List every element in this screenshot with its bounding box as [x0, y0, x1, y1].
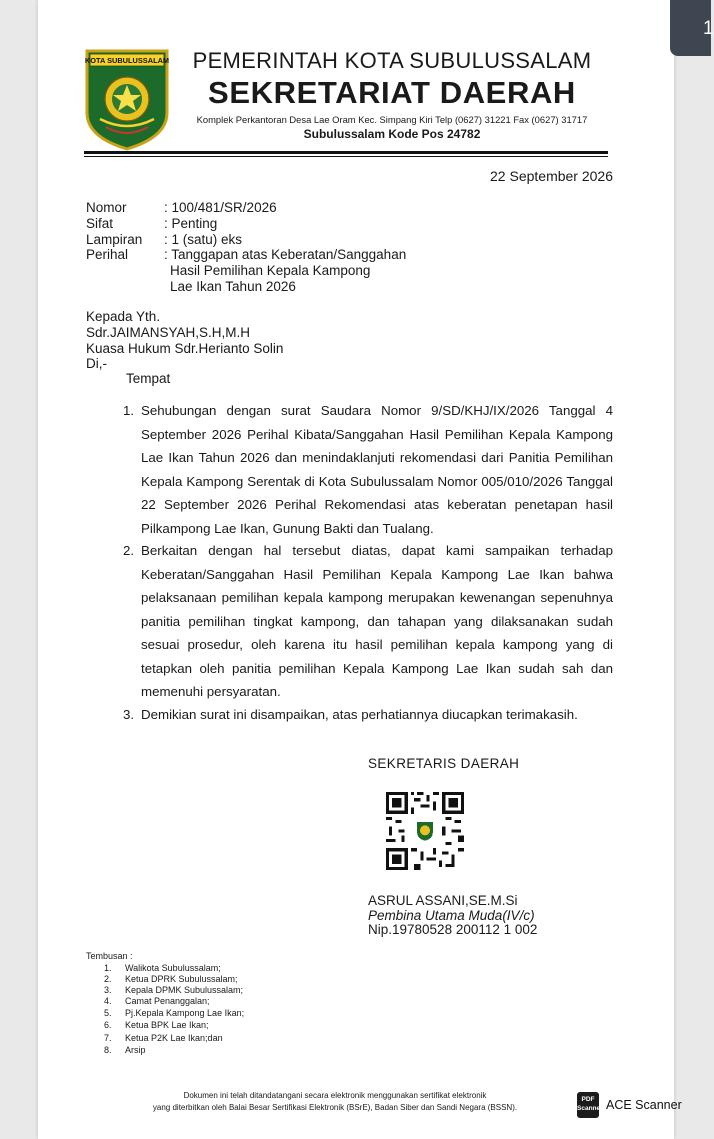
- paragraph-text: Berkaitan dengan hal tersebut diatas, dapat kami sampaikan terhadap Keberatan/Sanggahan Hasil Pemilihan Kepala Kampong Lae Ikan bahwa pelaksanaan pemilihan kepala kampong merupakan kewenangan sepenuhnya panitia pemilihan tingkat kampong, dan tahapan yang dilaksanakan sudah sesuai prosedur, oleh karena itu hasil pemilihan kepala kampong yang di tetapkan oleh panitia pemilihan Kepala Kampong Lae Ikan sudah sah dan memenuhi persyaratan.: [141, 543, 613, 699]
- page-indicator-tab[interactable]: [670, 0, 714, 56]
- scanner-watermark: ACE Scanner: [606, 1098, 682, 1112]
- body-paragraph: [123, 703, 613, 727]
- paragraph-number: 3.: [123, 707, 135, 722]
- meta-label: Perihal: [86, 247, 129, 262]
- letterhead-rule-thin: [84, 156, 608, 157]
- meta-value: : Penting: [164, 216, 218, 231]
- city-emblem-logo: [84, 49, 170, 151]
- meta-value: : 100/481/SR/2026: [164, 200, 277, 215]
- cc-heading: Tembusan :: [86, 951, 133, 961]
- e-signature-notice: yang diterbitkan oleh Balai Besar Sertifikasi Elektronik (BSrE), Badan Siber dan Sandi Negara (BSSN).: [152, 1103, 518, 1112]
- paragraph-number: 1.: [123, 403, 135, 418]
- cc-text: Ketua P2K Lae Ikan;dan: [125, 1033, 223, 1043]
- cc-number: 8.: [104, 1045, 112, 1055]
- signatory-name: ASRUL ASSANI,SE.M.Si: [368, 893, 518, 908]
- cc-number: 2.: [104, 974, 112, 984]
- letterhead-rule-thick: [84, 151, 608, 154]
- body-paragraph: [123, 399, 613, 540]
- meta-label: Nomor: [86, 200, 127, 215]
- meta-label: Lampiran: [86, 232, 143, 247]
- logo-text: KOTA SUBULUSSALAM: [84, 56, 170, 65]
- cc-text: Pj.Kepala Kampong Lae Ikan;: [125, 1008, 245, 1018]
- paragraph-text: Demikian surat ini disampaikan, atas perhatiannya diucapkan terimakasih.: [141, 707, 578, 722]
- meta-value: : 1 (satu) eks: [164, 232, 243, 247]
- recipient-place: Tempat: [126, 371, 171, 386]
- recipient-line: Di,-: [86, 356, 107, 371]
- signatory-title: SEKRETARIS DAERAH: [368, 756, 520, 771]
- cc-text: Kepala DPMK Subulussalam;: [125, 985, 244, 995]
- cc-text: Camat Penanggalan;: [125, 996, 210, 1006]
- paragraph-number: 2.: [123, 543, 135, 558]
- body-paragraph: [123, 539, 613, 704]
- recipient-line: Sdr.JAIMANSYAH,S.H,M.H: [86, 325, 251, 340]
- office-address: Komplek Perkantoran Desa Lae Oram Kec. Simpang Kiri Telp (0627) 31221 Fax (0627) 31717: [196, 114, 588, 125]
- letter-date: 22 September 2026: [490, 168, 613, 184]
- paragraph-text: Sehubungan dengan surat Saudara Nomor 9/SD/KHJ/IX/2026 Tanggal 4 September 2026 Perihal Kibata/Sanggahan Hasil Pemilihan Kepala Kampong Lae Ikan Tahun 2026 dan menindaklanjuti rekomendasi dari Panitia Pemilihan Kepala Kampong Serentak di Kota Subulussalam Nomor 005/010/2026 Tanggal 22 September 2026 Perihal Rekomendasi atas keberatan penetapan hasil Pilkampong Lae Ikan, Gunung Bakti dan Tualang.: [141, 403, 613, 536]
- government-name: PEMERINTAH KOTA SUBULUSSALAM: [192, 48, 592, 73]
- cc-text: Ketua BPK Lae Ikan;: [125, 1020, 209, 1030]
- cc-number: 5.: [104, 1008, 112, 1018]
- cc-number: 7.: [104, 1033, 112, 1043]
- cc-text: Ketua DPRK Subulussalam;: [125, 974, 238, 984]
- cc-number: 1.: [104, 963, 112, 973]
- meta-value: Lae Ikan Tahun 2026: [170, 279, 296, 294]
- meta-label: Sifat: [86, 216, 114, 231]
- cc-number: 6.: [104, 1020, 112, 1030]
- office-name: SEKRETARIAT DAERAH: [208, 75, 576, 110]
- meta-value: Hasil Pemilihan Kepala Kampong: [170, 263, 371, 278]
- pdf-scanner-icon: PDF Scanner: [577, 1092, 599, 1118]
- cc-number: 4.: [104, 996, 112, 1006]
- recipient-line: Kepada Yth.: [86, 309, 161, 324]
- signatory-nip: Nip.19780528 200112 1 002: [368, 922, 538, 937]
- cc-text: Walikota Subulussalam;: [125, 963, 221, 973]
- signatory-rank: Pembina Utama Muda(IV/c): [368, 908, 535, 923]
- page-number: 1: [703, 18, 714, 39]
- cc-number: 3.: [104, 985, 112, 995]
- e-signature-notice: Dokumen ini telah ditandatangani secara elektronik menggunakan sertifikat elektronik: [183, 1091, 487, 1100]
- meta-value: : Tanggapan atas Keberatan/Sanggahan: [164, 247, 407, 262]
- qr-code-icon: [386, 792, 464, 870]
- city-postal-code: Subulussalam Kode Pos 24782: [303, 127, 481, 141]
- cc-text: Arsip: [125, 1045, 146, 1055]
- recipient-line: Kuasa Hukum Sdr.Herianto Solin: [86, 341, 284, 356]
